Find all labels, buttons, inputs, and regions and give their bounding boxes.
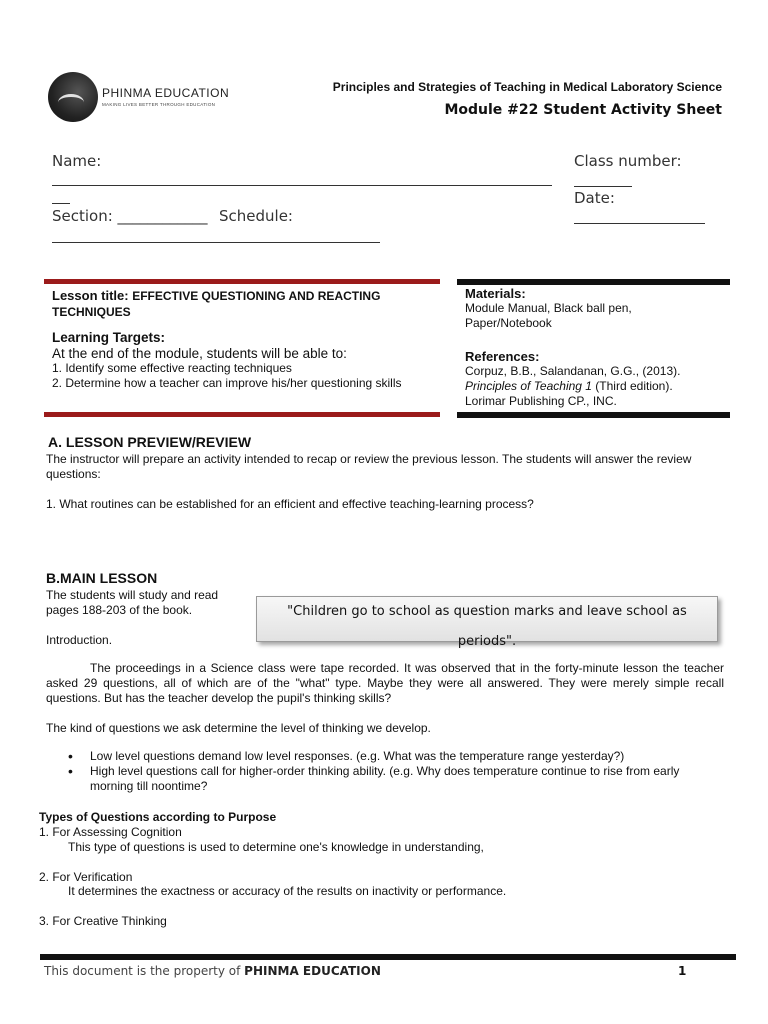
phinma-logo xyxy=(48,72,230,124)
learning-target-item: 2. Determine how a teacher can improve his/her questioning skills xyxy=(52,376,402,390)
reference-book xyxy=(465,379,730,394)
learning-target-item: 1. Identify some effective reacting techniques xyxy=(52,361,292,375)
course-title: Principles and Strategies of Teaching in Medical Laboratory Science xyxy=(332,80,722,94)
reference-edition: (Third edition). xyxy=(591,379,673,393)
reading-assignment: The students will study and read pages 188-203 of the book. xyxy=(46,588,219,617)
section-a-heading: A. LESSON PREVIEW/REVIEW xyxy=(48,434,252,450)
module-title: Module #22 Student Activity Sheet xyxy=(444,102,722,118)
lesson-bottom-rule xyxy=(44,412,440,417)
reference-line: Corpuz, B.B., Salandanan, G.G., (2013). xyxy=(465,364,681,378)
logo-name: PHINMA EDUCATION xyxy=(102,86,230,100)
lesson-title-value: EFFECTIVE QUESTIONING AND REACTING TECHNIQUES xyxy=(52,289,381,319)
section-b-heading: B.MAIN LESSON xyxy=(46,570,158,586)
logo-emblem-icon xyxy=(48,72,98,122)
footer-owner: PHINMA EDUCATION xyxy=(244,964,381,978)
page-number: 1 xyxy=(678,964,687,978)
class-number-label: Class number: xyxy=(574,152,682,170)
type-title: 2. For Verification xyxy=(39,870,133,884)
reference-publisher: Lorimar Publishing CP., INC. xyxy=(465,394,617,408)
materials-box xyxy=(465,286,730,409)
section-label: Section: ____________ xyxy=(52,207,208,225)
list-item: • Low level questions demand low level responses. (e.g. What was the temperature range yesterday?) xyxy=(64,749,724,764)
type-title: 1. For Assessing Cognition xyxy=(39,825,182,839)
reference-book-title: Principles of Teaching 1 xyxy=(465,379,592,393)
review-question: 1. What routines can be established for an efficient and effective teaching-learning process? xyxy=(46,497,534,511)
schedule-line[interactable] xyxy=(52,242,380,243)
materials-heading: Materials: xyxy=(465,286,526,301)
introduction-label: Introduction. xyxy=(46,633,113,647)
thinking-statement: The kind of questions we ask determine the level of thinking we develop. xyxy=(46,721,431,735)
lesson-top-rule xyxy=(44,279,440,284)
introduction-paragraph: The proceedings in a Science class were tape recorded. It was observed that in the forty-minute lesson the teacher asked 29 questions, all of which are of the "what" type. Maybe they were all answered. They were merely simple recall questions. But has the teacher develop the pupil's thinking skills? xyxy=(46,661,724,705)
materials-text: Module Manual, Black ball pen, Paper/Notebook xyxy=(465,301,632,330)
schedule-label: Schedule: xyxy=(219,207,293,225)
logo-tagline: MAKING LIVES BETTER THROUGH EDUCATION xyxy=(102,102,216,107)
footer-property-text: This document is the property of xyxy=(44,964,245,978)
lesson-title xyxy=(52,288,437,320)
materials-top-rule xyxy=(457,279,730,285)
name-label: Name: xyxy=(52,152,102,170)
type-description: It determines the exactness or accuracy of the results on inactivity or performance. xyxy=(68,884,507,898)
list-item: • High level questions call for higher-order thinking ability. (e.g. Why does temperature continue to rise from early morning till noontime? xyxy=(64,764,724,794)
quote-box: "Children go to school as question marks and leave school as periods". xyxy=(256,596,718,642)
types-heading: Types of Questions according to Purpose xyxy=(39,810,277,824)
date-line[interactable] xyxy=(574,223,705,224)
question-level-list xyxy=(64,749,724,794)
type-title: 3. For Creative Thinking xyxy=(39,914,167,928)
lesson-info-box xyxy=(52,288,437,391)
learning-targets-intro: At the end of the module, students will be able to: xyxy=(52,346,347,361)
footer-text xyxy=(44,964,381,978)
name-line[interactable] xyxy=(52,185,552,186)
references-heading: References: xyxy=(465,349,540,364)
materials-bottom-rule xyxy=(457,412,730,418)
lesson-title-label: Lesson title: xyxy=(52,288,129,303)
footer-rule xyxy=(40,954,736,960)
class-number-line[interactable] xyxy=(574,186,632,187)
learning-targets-heading: Learning Targets: xyxy=(52,330,166,345)
section-a-intro: The instructor will prepare an activity intended to recap or review the previous lesson. The students will answer the review questions: xyxy=(46,452,692,481)
date-label: Date: xyxy=(574,189,615,207)
type-description: This type of questions is used to determine one's knowledge in understanding, xyxy=(68,840,484,854)
name-line-continued xyxy=(52,203,70,204)
